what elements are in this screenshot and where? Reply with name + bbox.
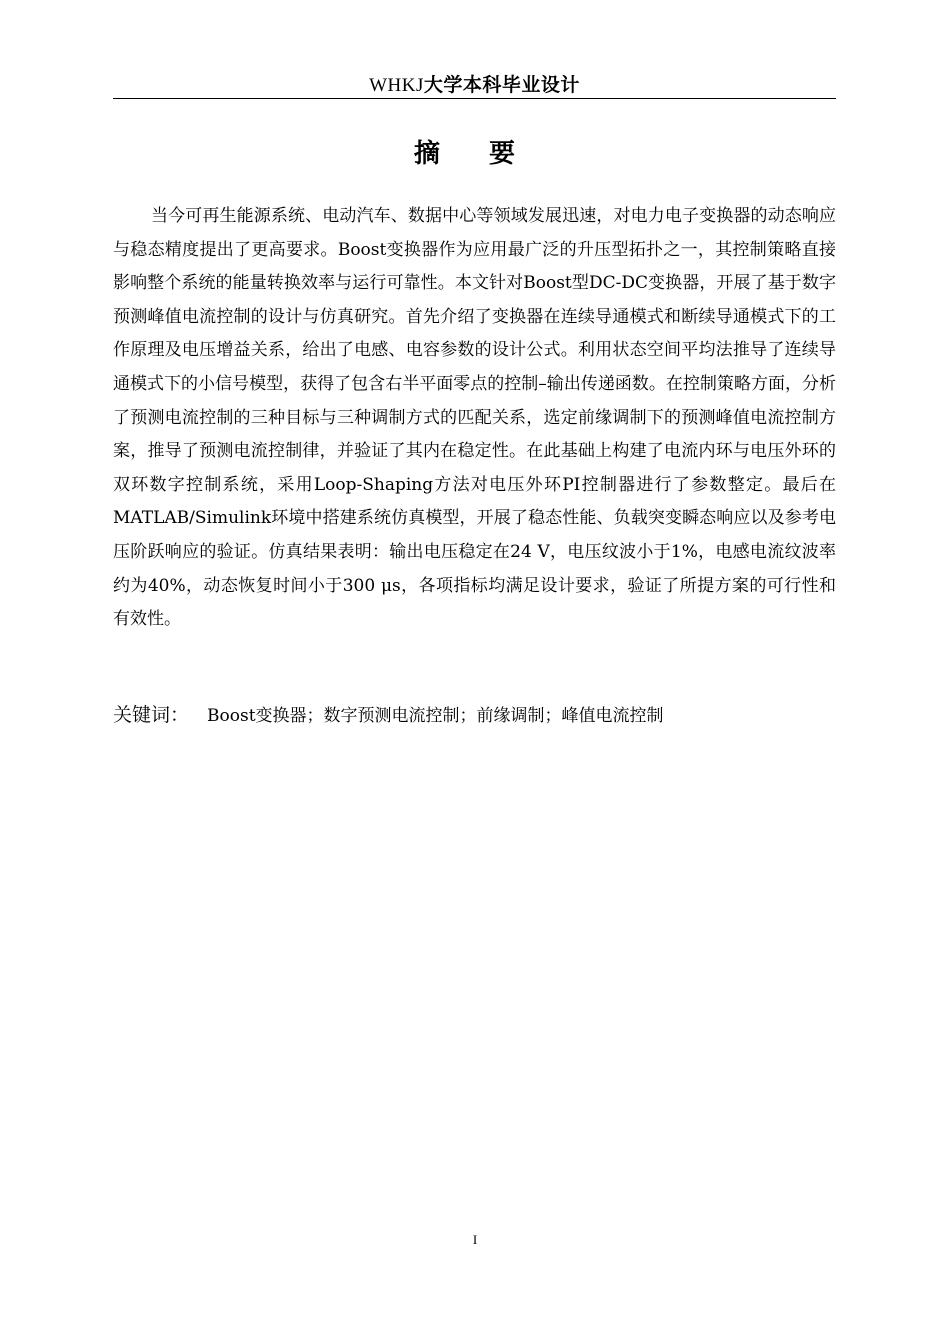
keywords (113, 700, 836, 731)
header-title: 大学本科毕业设计 (423, 74, 580, 96)
page-header (113, 72, 836, 99)
page-number: I (472, 1232, 478, 1247)
abstract-body: 当今可再生能源系统、电动汽车、数据中心等领域发展迅速，对电力电子变换器的动态响应与稳态精度提出了更高要求。Boost变换器作为应用最广泛的升压型拓扑之一，其控制策略直接影响整个系统的能量转换效率与运行可靠性。本文针对Boost型DC-DC变换器，开展了基于数字预测峰值电流控制的设计与仿真研究。首先介绍了变换器在连续导通模式和断续导通模式下的工作原理及电压增益关系，给出了电感、电容参数的设计公式。利用状态空间平均法推导了连续导通模式下的小信号模型，获得了包含右半平面零点的控制–输出传递函数。在控制策略方面，分析了预测电流控制的三种目标与三种调制方式的匹配关系，选定前缘调制下的预测峰值电流控制方案，推导了预测电流控制律，并验证了其内在稳定性。在此基础上构建了电流内环与电压外环的双环数字控制系统，采用Loop-Shaping方法对电压外环PI控制器进行了参数整定。最后在MATLAB/Simulink环境中搭建系统仿真模型，开展了稳态性能、负载突变瞬态响应以及参考电压阶跃响应的验证。仿真结果表明：输出电压稳定在24 V，电压纹波小于1%，电感电流纹波率约为40%，动态恢复时间小于300 μs，各项指标均满足设计要求，验证了所提方案的可行性和有效性。 (113, 206, 836, 630)
header-text (369, 74, 580, 96)
page-title: 摘 要 (413, 139, 536, 169)
keywords-label: 关键词： (113, 704, 190, 726)
keywords-value: Boost变换器；数字预测电流控制；前缘调制；峰值电流控制 (207, 706, 664, 726)
header-brand: WHKJ (369, 75, 424, 96)
